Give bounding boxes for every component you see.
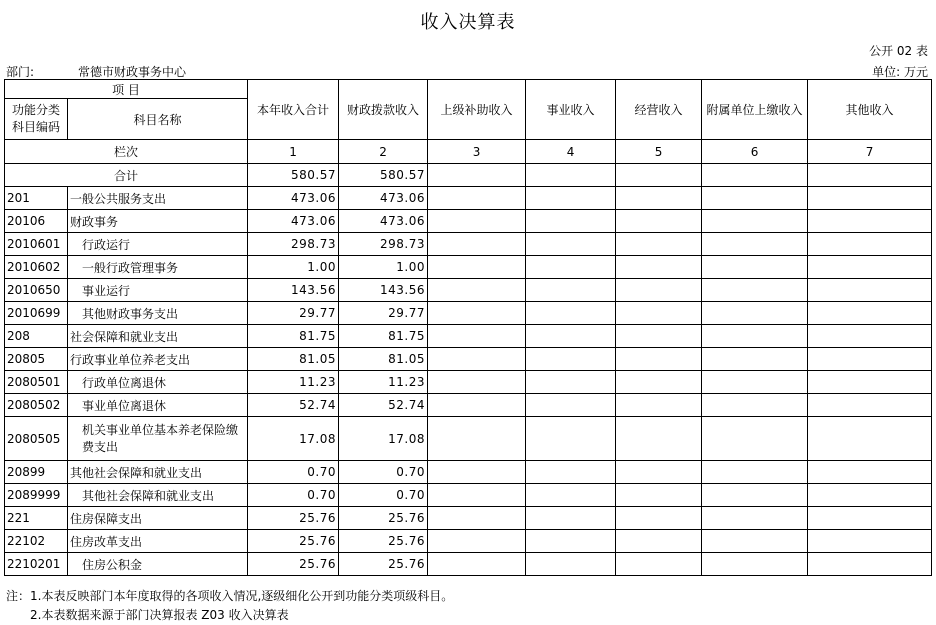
row-value: 81.05 <box>248 348 339 371</box>
header-col-5: 经营收入 <box>616 80 702 140</box>
row-name: 机关事业单位基本养老保险缴费支出 <box>68 417 248 461</box>
total-row <box>5 164 932 187</box>
row-value <box>616 210 702 233</box>
row-value: 0.70 <box>339 461 428 484</box>
header-project: 项 目 <box>5 80 248 99</box>
row-value <box>428 461 526 484</box>
note-2: 2.本表数据来源于部门决算报表 Z03 收入决算表 <box>30 608 289 622</box>
row-value <box>428 187 526 210</box>
total-value: 580.57 <box>339 164 428 187</box>
row-name: 住房改革支出 <box>68 530 248 553</box>
row-value <box>702 507 808 530</box>
row-value <box>616 553 702 576</box>
row-value <box>616 187 702 210</box>
row-value <box>808 461 932 484</box>
row-value: 1.00 <box>248 256 339 279</box>
row-value <box>616 302 702 325</box>
col-number: 4 <box>526 140 616 164</box>
row-value <box>616 507 702 530</box>
row-value <box>428 348 526 371</box>
row-value: 25.76 <box>248 553 339 576</box>
row-value <box>702 348 808 371</box>
row-value <box>526 461 616 484</box>
row-code: 20899 <box>5 461 68 484</box>
row-value: 473.06 <box>248 210 339 233</box>
row-value <box>428 325 526 348</box>
row-value <box>616 279 702 302</box>
row-value: 25.76 <box>339 507 428 530</box>
report-title: 收入决算表 <box>420 12 516 33</box>
total-value <box>526 164 616 187</box>
row-value <box>526 507 616 530</box>
header-col-4: 事业收入 <box>526 80 616 140</box>
row-value <box>526 256 616 279</box>
row-code: 208 <box>5 325 68 348</box>
row-value: 298.73 <box>339 233 428 256</box>
row-code: 20805 <box>5 348 68 371</box>
header-name: 科目名称 <box>68 99 248 140</box>
col-number: 6 <box>702 140 808 164</box>
row-value <box>616 256 702 279</box>
row-value <box>702 210 808 233</box>
col-number: 5 <box>616 140 702 164</box>
row-value <box>808 371 932 394</box>
row-value <box>526 484 616 507</box>
row-code: 2210201 <box>5 553 68 576</box>
row-value <box>428 233 526 256</box>
total-value <box>808 164 932 187</box>
row-value <box>526 210 616 233</box>
row-value <box>808 233 932 256</box>
row-name: 住房保障支出 <box>68 507 248 530</box>
row-value <box>808 484 932 507</box>
row-name: 其他财政事务支出 <box>68 302 248 325</box>
row-name: 一般行政管理事务 <box>68 256 248 279</box>
row-name: 行政单位离退休 <box>68 371 248 394</box>
row-value: 25.76 <box>339 530 428 553</box>
table-row <box>5 507 932 530</box>
row-code: 2080502 <box>5 394 68 417</box>
row-value <box>808 417 932 461</box>
row-value: 473.06 <box>339 210 428 233</box>
row-value <box>428 210 526 233</box>
table-row <box>5 233 932 256</box>
form-number: 公开 02 表 <box>869 44 928 58</box>
row-code: 2080505 <box>5 417 68 461</box>
row-value <box>428 394 526 417</box>
row-code: 2080501 <box>5 371 68 394</box>
row-value <box>428 256 526 279</box>
row-value: 143.56 <box>339 279 428 302</box>
row-value: 25.76 <box>248 530 339 553</box>
row-value <box>526 187 616 210</box>
row-name: 住房公积金 <box>68 553 248 576</box>
table-row <box>5 371 932 394</box>
row-value <box>616 461 702 484</box>
row-value <box>808 325 932 348</box>
table-row <box>5 256 932 279</box>
row-value: 17.08 <box>339 417 428 461</box>
row-value <box>808 302 932 325</box>
col-number: 2 <box>339 140 428 164</box>
row-value <box>702 233 808 256</box>
row-value <box>808 210 932 233</box>
row-value <box>808 256 932 279</box>
row-value <box>526 348 616 371</box>
row-value: 29.77 <box>339 302 428 325</box>
row-name: 一般公共服务支出 <box>68 187 248 210</box>
header-col-2: 财政拨款收入 <box>339 80 428 140</box>
header-code: 功能分类科目编码 <box>5 99 68 140</box>
row-value: 25.76 <box>339 553 428 576</box>
income-table <box>4 79 932 576</box>
row-code: 201 <box>5 187 68 210</box>
row-value <box>702 302 808 325</box>
row-value <box>428 530 526 553</box>
header-col-6: 附属单位上缴收入 <box>702 80 808 140</box>
table-row <box>5 530 932 553</box>
row-value <box>808 348 932 371</box>
row-code: 2010650 <box>5 279 68 302</box>
col-number: 1 <box>248 140 339 164</box>
total-value <box>616 164 702 187</box>
note-1: 注：1.本表反映部门本年度取得的各项收入情况,逐级细化公开到功能分类项级科目。 <box>6 589 454 603</box>
row-value <box>526 530 616 553</box>
row-value <box>428 417 526 461</box>
row-code: 2010699 <box>5 302 68 325</box>
row-value <box>428 507 526 530</box>
row-name: 其他社会保障和就业支出 <box>68 484 248 507</box>
table-row <box>5 484 932 507</box>
total-value <box>428 164 526 187</box>
row-value <box>526 279 616 302</box>
row-value <box>616 348 702 371</box>
row-value: 52.74 <box>339 394 428 417</box>
footnotes <box>6 587 453 625</box>
unit-label: 单位: 万元 <box>872 65 928 79</box>
row-value <box>526 302 616 325</box>
col-number: 3 <box>428 140 526 164</box>
table-row <box>5 553 932 576</box>
row-value: 81.75 <box>339 325 428 348</box>
table-row <box>5 279 932 302</box>
row-value <box>808 394 932 417</box>
row-code: 221 <box>5 507 68 530</box>
row-value: 81.75 <box>248 325 339 348</box>
department-name: 常德市财政事务中心 <box>78 65 187 79</box>
row-value <box>428 553 526 576</box>
row-code: 2010601 <box>5 233 68 256</box>
header-col-7: 其他收入 <box>808 80 932 140</box>
row-value <box>428 484 526 507</box>
row-value: 11.23 <box>339 371 428 394</box>
row-value: 17.08 <box>248 417 339 461</box>
row-code: 2010602 <box>5 256 68 279</box>
row-value <box>808 187 932 210</box>
row-value <box>808 279 932 302</box>
row-value <box>702 484 808 507</box>
row-code: 20106 <box>5 210 68 233</box>
row-value: 143.56 <box>248 279 339 302</box>
row-value <box>808 530 932 553</box>
row-name: 事业运行 <box>68 279 248 302</box>
row-value <box>616 484 702 507</box>
row-value <box>526 233 616 256</box>
row-value <box>702 187 808 210</box>
row-value <box>616 233 702 256</box>
row-value: 25.76 <box>248 507 339 530</box>
row-value <box>702 371 808 394</box>
table-row <box>5 210 932 233</box>
row-value <box>702 417 808 461</box>
table-row <box>5 302 932 325</box>
row-value: 0.70 <box>248 461 339 484</box>
table-row <box>5 417 932 461</box>
row-value: 1.00 <box>339 256 428 279</box>
row-value: 473.06 <box>248 187 339 210</box>
row-value <box>702 279 808 302</box>
table-row <box>5 187 932 210</box>
row-value <box>428 302 526 325</box>
total-label: 合计 <box>5 164 248 187</box>
total-value <box>702 164 808 187</box>
row-value: 298.73 <box>248 233 339 256</box>
row-value <box>702 256 808 279</box>
row-value: 81.05 <box>339 348 428 371</box>
row-value <box>702 461 808 484</box>
row-value <box>702 553 808 576</box>
row-value: 0.70 <box>248 484 339 507</box>
row-value <box>616 530 702 553</box>
department-label: 部门: <box>6 65 35 79</box>
row-name: 财政事务 <box>68 210 248 233</box>
row-name: 其他社会保障和就业支出 <box>68 461 248 484</box>
row-code: 22102 <box>5 530 68 553</box>
row-value <box>526 394 616 417</box>
table-row <box>5 325 932 348</box>
table-row <box>5 348 932 371</box>
row-name: 行政运行 <box>68 233 248 256</box>
row-value <box>702 394 808 417</box>
row-value <box>808 553 932 576</box>
row-value: 52.74 <box>248 394 339 417</box>
table-row <box>5 394 932 417</box>
row-value <box>526 553 616 576</box>
row-code: 2089999 <box>5 484 68 507</box>
row-value <box>526 325 616 348</box>
table-row <box>5 461 932 484</box>
row-value <box>428 279 526 302</box>
row-value <box>616 325 702 348</box>
col-number: 7 <box>808 140 932 164</box>
row-value <box>428 371 526 394</box>
row-value: 29.77 <box>248 302 339 325</box>
row-value <box>616 417 702 461</box>
row-value: 11.23 <box>248 371 339 394</box>
row-value <box>702 530 808 553</box>
header-lanci: 栏次 <box>5 140 248 164</box>
row-value <box>808 507 932 530</box>
header-col-1: 本年收入合计 <box>248 80 339 140</box>
row-name: 社会保障和就业支出 <box>68 325 248 348</box>
row-name: 行政事业单位养老支出 <box>68 348 248 371</box>
row-value <box>526 371 616 394</box>
row-value: 0.70 <box>339 484 428 507</box>
row-value: 473.06 <box>339 187 428 210</box>
row-value <box>526 417 616 461</box>
total-value: 580.57 <box>248 164 339 187</box>
row-value <box>616 394 702 417</box>
row-value <box>702 325 808 348</box>
row-value <box>616 371 702 394</box>
row-name: 事业单位离退休 <box>68 394 248 417</box>
header-col-3: 上级补助收入 <box>428 80 526 140</box>
